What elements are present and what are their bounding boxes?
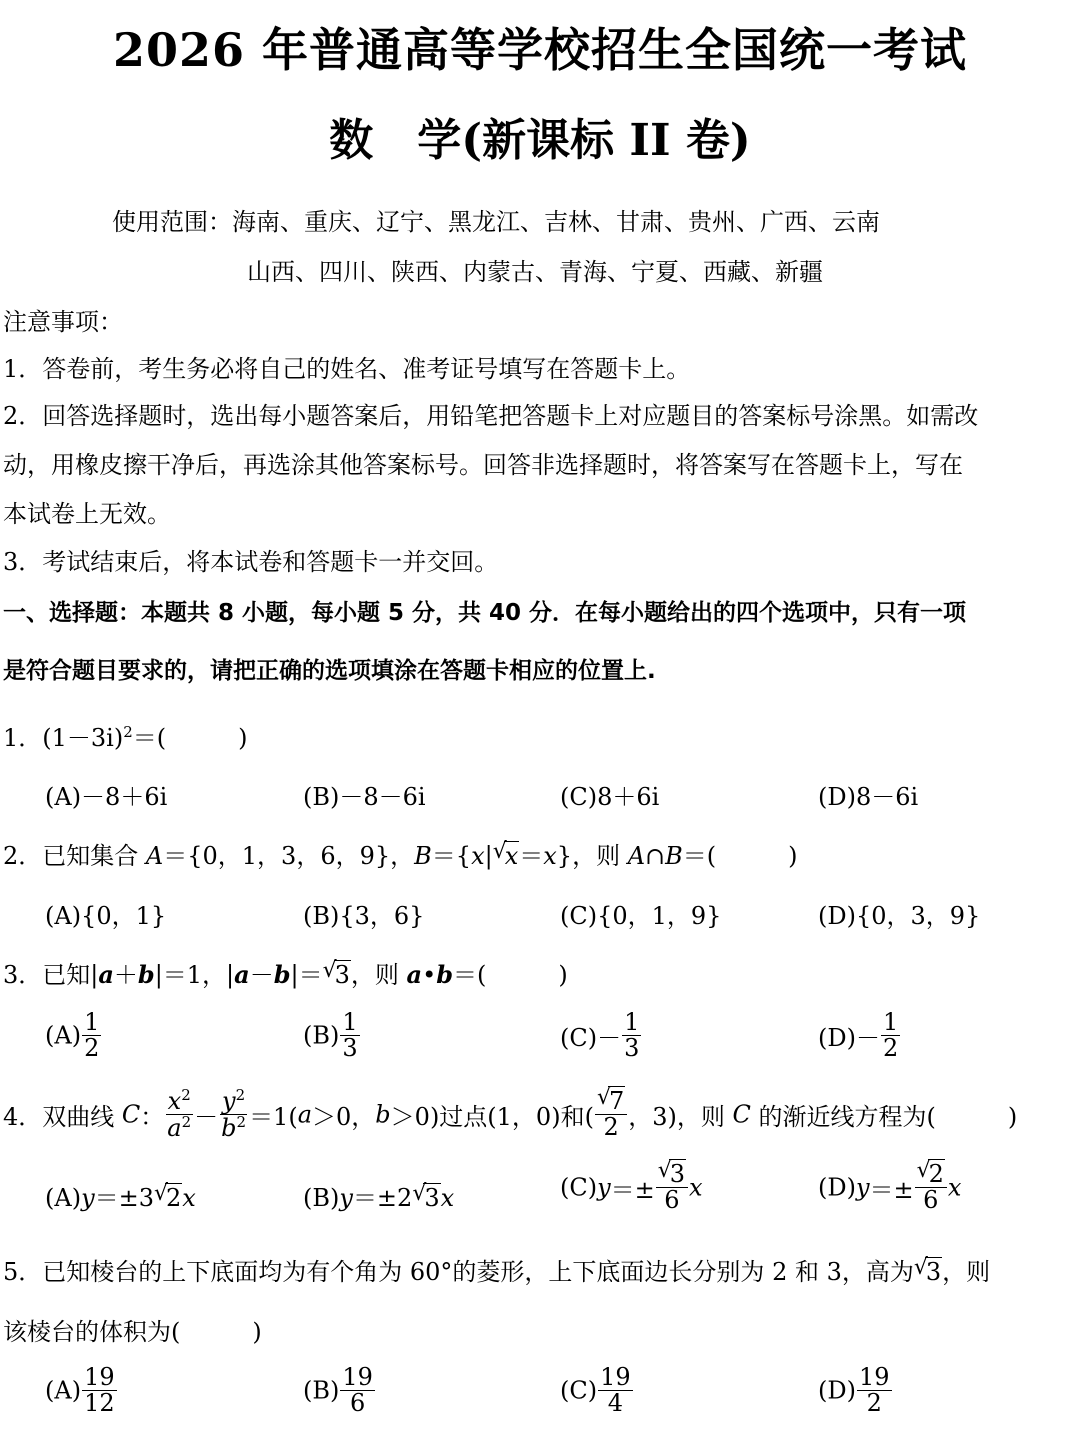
sqrt [597, 1089, 625, 1114]
q3-text: － [249, 961, 274, 989]
q2-text: ＝ [519, 842, 544, 870]
q4-text: ＝± [610, 1176, 655, 1205]
sqrt [917, 1162, 945, 1187]
q4-var: a [167, 1114, 182, 1143]
q4-text: ＞0)过点(1，0)和( [390, 1103, 594, 1132]
q2-var: A [145, 842, 164, 870]
q4-text: 4．双曲线 [3, 1103, 122, 1132]
question-4-stem [3, 1088, 1017, 1141]
q2-option-a: (A){0，1} [45, 902, 167, 930]
numerator [595, 1089, 627, 1115]
option-label: (A) [45, 1184, 82, 1212]
sqrt [154, 1184, 182, 1212]
note-1: 1．答卷前，考生务必将自己的姓名、准考证号填写在答题卡上。 [3, 355, 691, 383]
q4-text: － [194, 1103, 219, 1132]
q3-vector: a [234, 960, 250, 989]
numerator [220, 1088, 247, 1115]
fraction [219, 1088, 248, 1141]
option-label: (B) [303, 1021, 340, 1050]
q3-vector: a [406, 960, 423, 989]
q3-vector: b [137, 960, 155, 989]
q4-var: y [339, 1184, 353, 1212]
exponent: 2 [181, 1113, 192, 1132]
q4-text: 的渐近线方程为( ) [750, 1103, 1018, 1132]
q3-text: |＝1，| [154, 961, 235, 989]
q3-option-b [303, 1010, 361, 1061]
fraction [915, 1162, 947, 1213]
q3-text: |＝ [290, 961, 323, 989]
scope-line-1: 使用范围：海南、重庆、辽宁、黑龙江、吉林、甘肃、贵州、广西、云南 [112, 208, 880, 236]
note-2-line-3: 本试卷上无效。 [3, 500, 171, 528]
q5-option-d [818, 1365, 893, 1416]
numerator [166, 1088, 193, 1115]
q3-vector: b [436, 960, 454, 989]
exponent: 2 [235, 1086, 246, 1104]
q1-stem-text: 1．(1－3i) [3, 724, 124, 752]
q5-option-c [560, 1365, 634, 1416]
option-label: (A) [45, 1376, 82, 1405]
q4-option-c [560, 1162, 703, 1213]
q3-text: ＋ [113, 961, 138, 989]
q3-option-a [45, 1010, 102, 1061]
q4-text: ＞0， [312, 1103, 376, 1132]
denominator: 2 [603, 1113, 619, 1142]
q3-radicand: 3 [334, 961, 350, 989]
q1-option-d: (D)8－6i [818, 783, 919, 811]
fraction [881, 1010, 900, 1061]
q3-option-d [818, 1010, 901, 1061]
q2-radicand: x [504, 842, 519, 870]
q4-var: y [222, 1087, 236, 1115]
option-label: (D)－ [818, 1024, 880, 1053]
exponent: 2 [236, 1113, 247, 1132]
denominator: 2 [866, 1389, 882, 1418]
q4-var: x [689, 1173, 703, 1202]
q4-option-a [45, 1178, 196, 1213]
note-2-line-2: 动，用橡皮擦干净后，再选涂其他答案标号。回答非选择题时，将答案写在答题卡上，写在 [3, 451, 963, 479]
denominator [165, 1115, 193, 1141]
fraction [82, 1365, 117, 1416]
q4-var: y [597, 1173, 611, 1202]
q4-var: x [167, 1087, 182, 1115]
sqrt [658, 1162, 686, 1187]
numerator: 19 [858, 1363, 890, 1391]
exam-subtitle: 数 学(新课标 II 卷) [329, 115, 751, 166]
q4-var: a [297, 1100, 313, 1129]
q3-text: • [422, 961, 437, 989]
q5-text: 5．已知棱台的上下底面均为有个角为 60°的菱形，上下底面边长分别为 2 和 3，高为 [3, 1258, 914, 1286]
numerator: 1 [624, 1008, 640, 1036]
fraction [622, 1010, 641, 1061]
sqrt [412, 1184, 440, 1212]
denominator: 3 [624, 1034, 640, 1063]
q3-sqrt [323, 961, 351, 989]
exam-title: 2026 年普通高等学校招生全国统一考试 [112, 23, 968, 77]
q4-var: y [855, 1173, 870, 1202]
denominator: 6 [923, 1186, 939, 1215]
question-2-stem [3, 836, 798, 871]
numerator [656, 1162, 688, 1188]
option-label: (D) [818, 1376, 856, 1405]
section-1-instructions-line-2: 是符合题目要求的，请把正确的选项填涂在答题卡相应的位置上. [3, 658, 656, 684]
q2-text: ＝{0，1，3，6，9}， [163, 842, 415, 870]
denominator: 4 [607, 1389, 623, 1418]
q4-var: b [221, 1114, 237, 1143]
q1-stem-end: ＝( ) [132, 724, 248, 752]
q3-vector: a [98, 960, 114, 989]
q4-var: x [947, 1173, 962, 1202]
radicand: 3 [424, 1184, 440, 1212]
q5-option-b [303, 1365, 376, 1416]
q4-var: C [121, 1100, 141, 1129]
q2-option-d: (D){0，3，9} [818, 902, 981, 930]
numerator [915, 1162, 947, 1188]
q2-text: ＝{ [431, 842, 472, 870]
question-5-stem-line-1 [3, 1252, 990, 1287]
radicand: 7 [608, 1087, 625, 1115]
denominator: 2 [882, 1034, 899, 1063]
numerator: 1 [882, 1008, 899, 1036]
q1-option-c: (C)8＋6i [560, 783, 660, 811]
denominator: 6 [350, 1389, 366, 1418]
q4-text: ＝±3 [94, 1184, 155, 1212]
option-label: (B) [303, 1184, 340, 1212]
q3-vector: b [273, 960, 291, 989]
fraction [857, 1365, 892, 1416]
numerator: 19 [84, 1363, 115, 1391]
denominator: 2 [84, 1034, 100, 1063]
q1-option-a: (A)－8＋6i [45, 783, 168, 811]
q1-option-b: (B)－8－6i [303, 783, 426, 811]
fraction [340, 1010, 359, 1061]
option-label: (C)－ [560, 1024, 622, 1053]
q4-var: y [81, 1184, 95, 1212]
q4-text: ＝±2 [352, 1184, 413, 1212]
q3-text: ，则 [350, 961, 407, 989]
q2-text: 2．已知集合 [3, 842, 146, 870]
q4-var: b [375, 1100, 391, 1129]
q2-var: x [543, 842, 557, 870]
q4-option-d [818, 1162, 961, 1213]
q4-text: ＝1( [249, 1103, 298, 1132]
radicand: 3 [669, 1160, 686, 1188]
q3-text: 3．已知| [3, 961, 99, 989]
q2-option-c: (C){0，1，9} [560, 902, 722, 930]
q4-var: x [440, 1184, 455, 1212]
notes-heading: 注意事项： [3, 308, 123, 336]
fraction [656, 1162, 688, 1213]
option-label: (D) [818, 1173, 856, 1202]
q3-option-c [560, 1010, 642, 1061]
section-1-instructions-line-1: 一、选择题：本题共 8 小题，每小题 5 分，共 40 分．在每小题给出的四个选项中，只有一项 [3, 600, 967, 626]
q4-var: C [732, 1100, 751, 1129]
q4-text: ： [140, 1103, 165, 1132]
fraction [595, 1089, 627, 1140]
sqrt [914, 1258, 942, 1286]
note-2-line-1: 2．回答选择题时，选出每小题答案后，用铅笔把答题卡上对应题目的答案标号涂黑。如需改 [3, 402, 979, 430]
numerator: 1 [342, 1008, 358, 1036]
q4-text: ，3)，则 [628, 1103, 733, 1132]
scope-line-2: 山西、四川、陕西、内蒙古、青海、宁夏、西藏、新疆 [247, 258, 823, 286]
denominator [219, 1115, 248, 1141]
fraction [598, 1365, 633, 1416]
q3-text: ＝( ) [453, 961, 568, 989]
q2-var: B [414, 842, 432, 870]
q4-var: x [182, 1184, 196, 1212]
q5-option-a [45, 1365, 118, 1416]
fraction [165, 1088, 193, 1141]
q2-text: ＝( ) [682, 842, 798, 870]
radicand: 2 [928, 1160, 944, 1188]
option-label: (B) [303, 1376, 340, 1405]
fraction [82, 1010, 101, 1061]
exponent: 2 [181, 1086, 191, 1104]
denominator: 12 [84, 1389, 115, 1418]
fraction [340, 1365, 375, 1416]
question-5-stem-line-2: 该棱台的体积为( ) [3, 1318, 262, 1346]
note-3: 3．考试结束后，将本试卷和答题卡一并交回。 [3, 548, 499, 576]
numerator: 19 [342, 1363, 373, 1391]
q2-var: A [627, 842, 646, 870]
q4-option-b [303, 1178, 454, 1213]
q1-exponent: 2 [123, 723, 133, 741]
option-label: (C) [560, 1173, 598, 1202]
q2-text: }，则 [556, 842, 628, 870]
radicand: 2 [166, 1184, 182, 1212]
option-label: (C) [560, 1376, 598, 1405]
denominator: 3 [342, 1034, 358, 1063]
q2-var: x [471, 842, 485, 870]
numerator: 1 [84, 1008, 100, 1036]
q2-sqrt [493, 842, 520, 870]
radicand: 3 [925, 1258, 942, 1286]
q2-option-b: (B){3，6} [303, 902, 425, 930]
q2-text: | [484, 842, 493, 870]
q2-var: B [665, 842, 683, 870]
question-3-stem [3, 955, 568, 990]
option-label: (A) [45, 1021, 82, 1050]
q4-text: ＝± [869, 1176, 914, 1205]
numerator: 19 [600, 1363, 631, 1391]
denominator: 6 [664, 1186, 680, 1215]
q5-text: ，则 [942, 1258, 991, 1286]
question-1-stem [3, 718, 248, 753]
q2-text: ∩ [645, 842, 666, 870]
